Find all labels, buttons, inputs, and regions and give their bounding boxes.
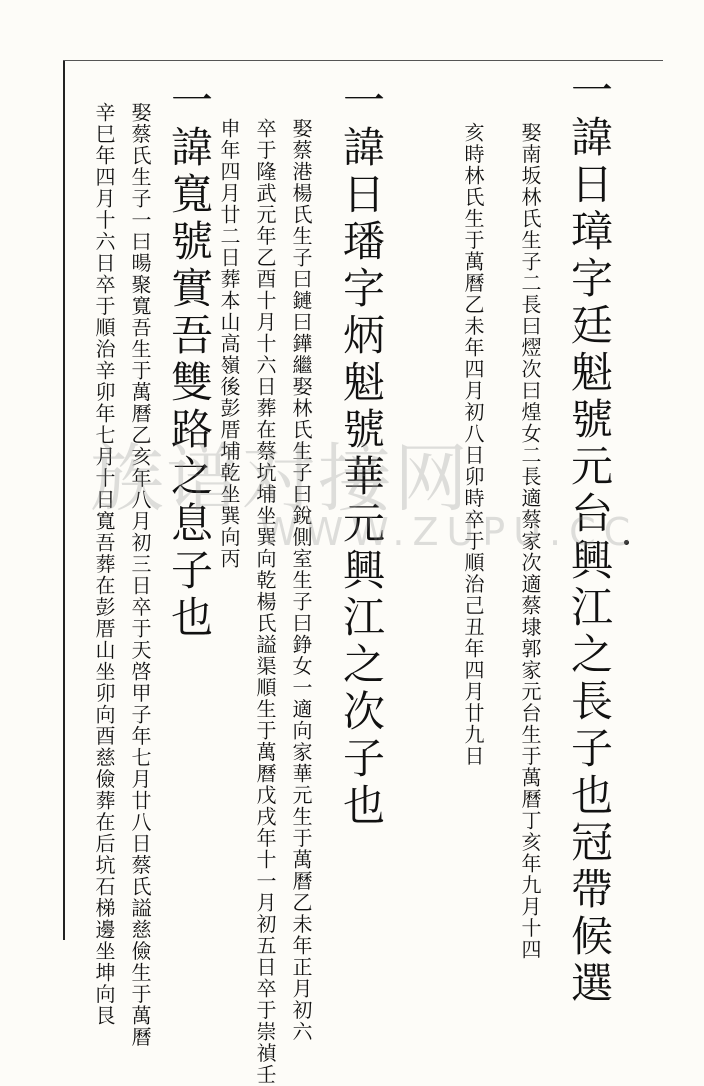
entry-1-detail-2: 亥時林氏生于萬曆乙未年四月初八日卯時卒于順治己丑年四月廿九日 — [461, 122, 485, 767]
entry-2-detail-3: 申年四月廿二日葬本山高嶺後彭厝埔乾坐巽向丙 — [217, 118, 241, 570]
entry-3-detail-1: 娶蔡氏生子一曰暘聚寬吾生于萬曆乙亥年八月初三日卒于天啓甲子年七月廿八日蔡氏謚慈儉生于萬曆 — [128, 102, 152, 1048]
ink-mark — [624, 540, 629, 545]
entry-2-heading: 一諱日璠字炳魁號華元興江之次子也 — [337, 78, 386, 830]
page-border-top — [63, 60, 663, 61]
entry-1-heading: 一諱日璋字廷魁號元台興江之長子也冠帶候選 — [565, 68, 614, 1008]
entry-2-detail-2: 卒于隆武元年乙酉十月十六日葬在蔡坑埔坐巽向乾楊氏謚渠順生于萬曆戊戌年十一月初五日卒于崇禎壬 — [253, 118, 277, 1086]
entry-3-heading: 一諱寬號實吾雙路之息子也 — [165, 78, 214, 642]
entry-1-detail-1: 娶南坂林氏生子二長曰熤次曰煌女二長適蔡家次適蔡埭郭家元台生于萬曆丁亥年九月十四 — [518, 122, 542, 961]
page-border-left — [63, 60, 65, 940]
entry-2-detail-1: 娶蔡港楊氏生子曰鏈曰鏵繼娶林氏生子曰銳側室生子曰錚女一適向家華元生于萬曆乙未年正月初六 — [289, 118, 313, 1043]
entry-3-detail-2: 辛巳年四月十六日卒于順治辛卯年七月十日寬吾葬在彭厝山坐卯向酉慈儉葬在后坑石梯邊坐坤向艮 — [92, 102, 116, 1027]
watermark-en: WWW.ZUPU.CC — [260, 510, 639, 554]
watermark-cn: 族谱对接网 — [90, 436, 470, 522]
